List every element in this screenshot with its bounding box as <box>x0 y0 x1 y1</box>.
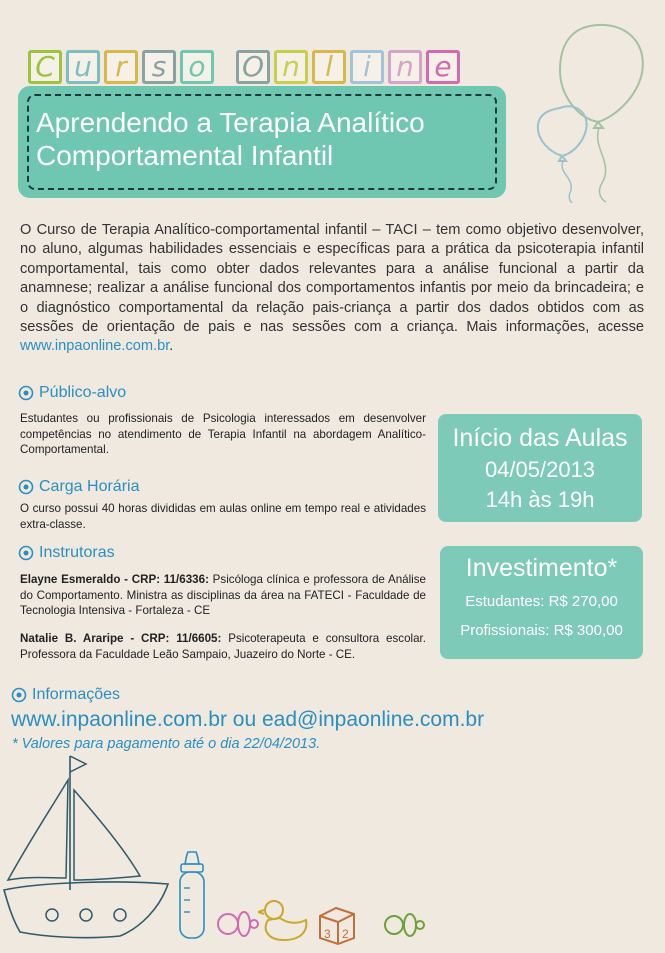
rubber-duck-icon <box>258 896 308 942</box>
intro-text: O Curso de Terapia Analítico-comportamental infantil – TACI – tem como objetivo desenvolver, no aluno, algumas habilidades essenciais e específicas para a prática da psicoterapia infantil comportamental, tais como obter dados relevantes para a análise funcional a partir da anamnese; realizar a análise funcional dos comportamentos infantis por meio da brincadeira; e o diagnóstico comportamental da relação pais-criança a partir dos dados obtidos com as sessões de orientação de pais e nas sessões com a criança. Mais informações, acesse <box>20 222 644 336</box>
publico-heading-text: Público-alvo <box>39 384 127 401</box>
publico-heading <box>18 384 126 402</box>
pacifier-icon <box>18 479 34 495</box>
letter-block: i <box>350 50 384 84</box>
carga-heading <box>18 478 139 496</box>
baby-bottle-icon <box>172 848 212 944</box>
letter-block: l <box>312 50 346 84</box>
balloons-illustration <box>530 18 665 203</box>
investimento-box <box>440 546 643 659</box>
letter-block: o <box>180 50 214 84</box>
curso-online-blocks <box>28 50 460 88</box>
instrutora-2-desc: Psicoterapeuta e consultora escolar. Professora da Faculdade Leão Sampaio, Juazeiro do Norte - CE. <box>20 632 426 661</box>
title-line-2: Comportamental Infantil <box>36 140 334 171</box>
informacoes-heading <box>11 686 120 704</box>
green-pacifier-icon <box>382 908 426 942</box>
instrutora-2 <box>20 631 426 662</box>
contact-info[interactable]: www.inpaonline.com.br ou ead@inpaonline.com.br <box>11 708 485 731</box>
letter-block: u <box>66 50 100 84</box>
inicio-box <box>438 414 642 522</box>
letter-block: s <box>142 50 176 84</box>
instrutora-2-name: Natalie B. Araripe - CRP: 11/6605: <box>20 632 222 645</box>
informacoes-heading-text: Informações <box>32 686 121 703</box>
inicio-date: 04/05/2013 <box>484 457 596 482</box>
pacifier-icon <box>18 545 34 561</box>
title-line-1: Aprendendo a Terapia Analítico <box>36 107 425 138</box>
sailboat-illustration <box>0 750 175 950</box>
block-digit-1: 3 <box>324 927 331 941</box>
investimento-estudantes: Estudantes: R$ 270,00 <box>465 593 618 610</box>
letter-block: O <box>236 50 270 84</box>
carga-heading-text: Carga Horária <box>39 478 140 495</box>
number-block-icon <box>316 904 358 946</box>
block-digit-2: 2 <box>342 927 349 941</box>
instrutora-1-desc: Psicóloga clínica e professora de Análise do Comportamento. Ministra as disciplinas da área na FATECI - Faculdade de Tecnologia Intensiva - Fortaleza - CE <box>20 573 426 618</box>
pacifier-icon <box>11 687 27 703</box>
letter-block: e <box>426 50 460 84</box>
intro-link[interactable]: www.inpaonline.com.br <box>20 338 170 355</box>
letter-block: C <box>28 50 62 84</box>
intro-tail: . <box>169 338 174 355</box>
pacifier-icon <box>18 385 34 401</box>
inicio-label: Início das Aulas <box>452 424 628 452</box>
inicio-time: 14h às 19h <box>485 487 595 512</box>
pacifier-toy-icon <box>214 906 260 942</box>
letter-block: r <box>104 50 138 84</box>
instrutora-1-name: Elayne Esmeraldo - CRP: 11/6336: <box>20 573 209 586</box>
letter-block: n <box>274 50 308 84</box>
investimento-label: Investimento* <box>465 554 618 582</box>
payment-note: * Valores para pagamento até o dia 22/04/2013. <box>12 736 321 752</box>
letter-block: n <box>388 50 422 84</box>
instrutoras-heading <box>18 544 115 562</box>
instrutoras-heading-text: Instrutoras <box>39 544 115 561</box>
page-title <box>36 106 425 172</box>
investimento-profissionais: Profissionais: R$ 300,00 <box>460 622 623 639</box>
title-banner <box>18 86 506 198</box>
instrutora-1 <box>20 572 426 619</box>
carga-text: O curso possui 40 horas divididas em aulas online em tempo real e atividades extra-classe. <box>20 502 426 531</box>
publico-text: Estudantes ou profissionais de Psicologia interessados em desenvolver competências no atendimento de Terapia Infantil na abordagem Analítico-Comportamental. <box>20 412 426 457</box>
intro-paragraph <box>20 221 644 357</box>
